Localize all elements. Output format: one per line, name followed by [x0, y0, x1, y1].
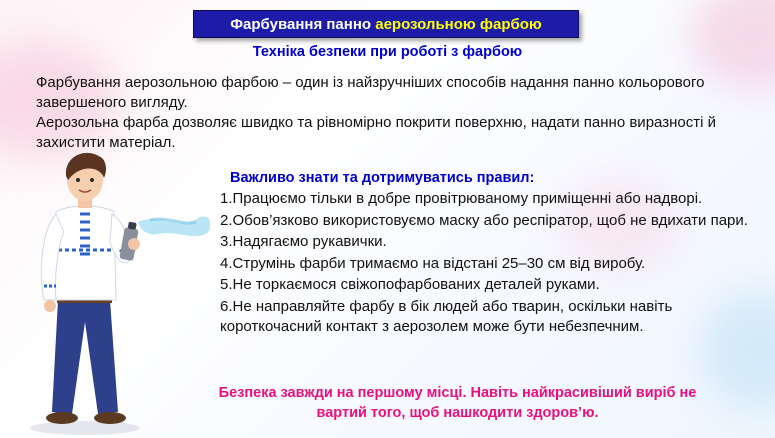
rules-heading: Важливо знати та дотримуватись правил:: [230, 170, 535, 186]
rule-item: 5.Не торкаємося свіжопофарбованих деталей руками.: [220, 276, 600, 293]
intro-paragraph: Фарбування аерозольною фарбою – один із найзручніших способів надання панно кольорового завершеного вигляду.: [36, 74, 705, 111]
rule-item: 2.Обов’язково використовуємо маску або респіратор, щоб не вдихати пари.: [220, 211, 748, 229]
slide-title: Фарбування панно аерозольною фарбою: [230, 15, 542, 33]
rule-item: 1.Працюємо тільки в добре провітрюваному приміщенні або надворі.: [220, 190, 703, 207]
rules-block: [220, 169, 760, 338]
warning-line: вартий того, щоб нашкодити здоров’ю.: [316, 405, 599, 421]
slide-title-highlight: аерозольною фарбою: [375, 15, 542, 33]
warning-line: Безпека завжди на першому місці. Навіть найкрасивіший виріб не: [218, 385, 697, 401]
rule-item: 6.Не направляйте фарбу в бік людей або тварин, оскільки навіть короткочасний контакт з аерозолем може бути небезпечним.: [220, 297, 673, 335]
rule-item: 4.Струмінь фарби тримаємо на відстані 25–30 см від виробу.: [220, 254, 646, 272]
intro-paragraph: Аерозольна фарба дозволяє швидко та рівномірно покрити поверхню, надати панно виразності й захистити матеріал.: [36, 114, 716, 151]
rules-list: [220, 189, 760, 338]
title-bar: [193, 10, 579, 38]
slide-subtitle: Техніка безпеки при роботі з фарбою: [252, 44, 523, 60]
intro-text: [36, 73, 736, 153]
safety-warning: [180, 383, 735, 423]
rule-item: 3.Надягаємо рукавички.: [220, 233, 387, 250]
